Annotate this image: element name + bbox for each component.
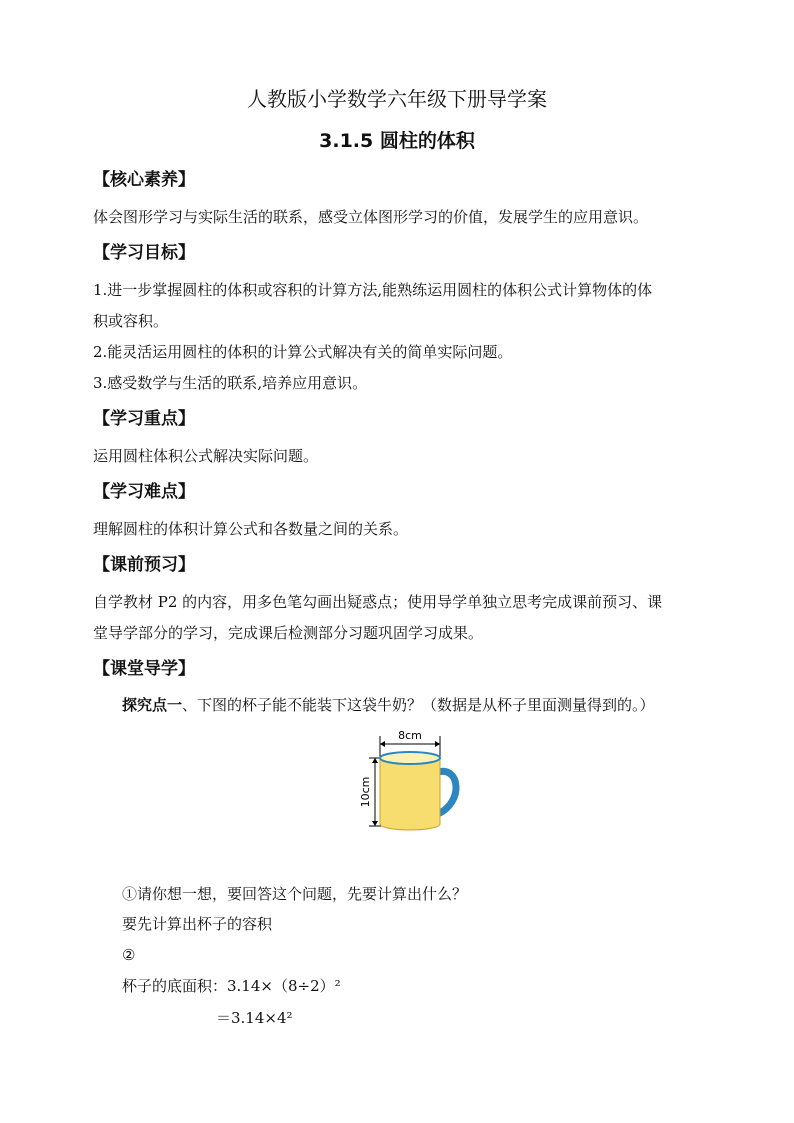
key-text: 运用圆柱体积公式解决实际问题。: [93, 447, 319, 465]
arrow-right-icon: [435, 741, 440, 747]
document-title: 人教版小学数学六年级下册导学案: [247, 87, 547, 111]
core-heading: 【核心素养】: [93, 170, 195, 190]
lesson-title: 3.1.5 圆柱的体积: [319, 130, 475, 152]
question-1: ①请你想一想，要回答这个问题，先要计算出什么？: [122, 885, 468, 903]
cup-rim: [380, 752, 440, 764]
preview-line-2: 堂导学部分的学习，完成课后检测部分习题巩固学习成果。: [93, 624, 484, 642]
cup-handle: [438, 771, 456, 814]
answer-1: 要先计算出杯子的容积: [122, 915, 273, 933]
arrow-down-icon: [372, 821, 378, 826]
cup-body: [380, 758, 440, 830]
preview-heading: 【课前预习】: [93, 555, 195, 575]
core-text: 体会图形学习与实际生活的联系，感受立体图形学习的价值，发展学生的应用意识。: [93, 208, 649, 226]
preview-line-1: 自学教材 P2 的内容，用多色笔勾画出疑惑点；使用导学单独立思考完成课前预习、课: [93, 593, 663, 611]
explore-line: [122, 695, 655, 715]
arrow-left-icon: [380, 741, 385, 747]
goal-1-line-1: 1.进一步掌握圆柱的体积或容积的计算方法,能熟练运用圆柱的体积公式计算物体的体: [93, 281, 653, 299]
cup-figure: [352, 728, 464, 836]
explore-label: 探究点一: [122, 696, 183, 714]
goal-1-line-2: 积或容积。: [93, 312, 169, 330]
height-label: 10cm: [359, 776, 372, 808]
difficulty-heading: 【学习难点】: [93, 482, 195, 502]
difficulty-text: 理解圆柱的体积计算公式和各数量之间的关系。: [93, 520, 409, 538]
arrow-up-icon: [372, 758, 378, 763]
question-2: ②: [122, 946, 136, 964]
width-label: 8cm: [398, 729, 422, 742]
class-heading: 【课堂导学】: [93, 659, 195, 679]
goal-3: 3.感受数学与生活的联系,培养应用意识。: [93, 374, 368, 392]
goal-2: 2.能灵活运用圆柱的体积的计算公式解决有关的简单实际问题。: [93, 343, 513, 361]
explore-text: 、下图的杯子能不能装下这袋牛奶？（数据是从杯子里面测量得到的。）: [182, 696, 655, 714]
goals-heading: 【学习目标】: [93, 243, 195, 263]
calc-line-2: ＝3.14×4²: [216, 1009, 293, 1027]
key-heading: 【学习重点】: [93, 409, 195, 429]
calc-line-1: 杯子的底面积：3.14×（8÷2）²: [122, 977, 341, 995]
